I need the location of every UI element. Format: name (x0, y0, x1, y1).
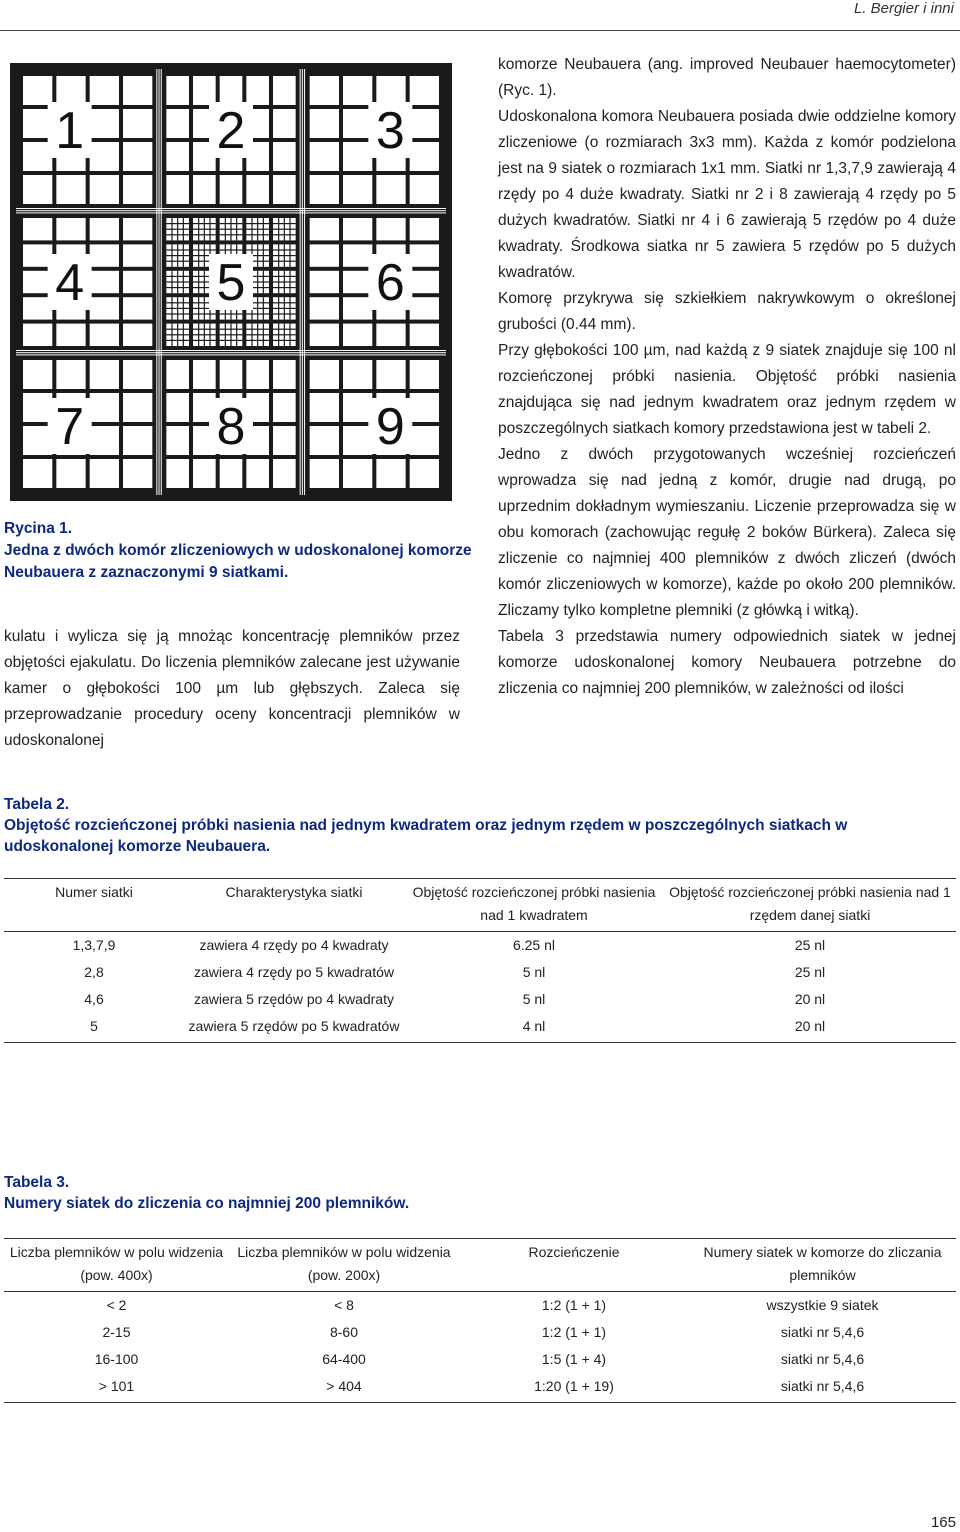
grid-square (273, 459, 296, 488)
grid-square (90, 360, 119, 389)
fine-ruling-line (230, 324, 231, 346)
grid-square (410, 271, 439, 293)
right-paragraph-4: Przy głębokości 100 µm, nad każdą z 9 siatek znajduje się 100 nl rozcieńczonej próbki nasienia. Objętość próbki nasienia znajdująca się nad jednym kwadratem oraz jednym rzędem w poszczególnych siatkach komory przedstawiona jest w tabeli 2. (498, 342, 956, 437)
triple-line (159, 354, 302, 355)
triple-line (16, 352, 159, 353)
table-cell: siatki nr 5,4,6 (780, 1378, 865, 1394)
fine-ruling-line (177, 324, 178, 346)
fine-ruling-line (193, 340, 216, 341)
triple-line (303, 210, 446, 211)
table3-title: Numery siatek do zliczenia co najmniej 200 plemników. (4, 1195, 410, 1212)
grid-square (273, 426, 296, 455)
table-cell: 8-60 (329, 1324, 359, 1340)
triple-line (300, 69, 301, 211)
grid-square (56, 360, 85, 389)
grid-square (410, 324, 439, 346)
grid-square (246, 360, 269, 389)
table2-header-row (4, 879, 956, 932)
grid-square (343, 426, 372, 455)
table-cell: 1:5 (1 + 4) (541, 1351, 607, 1367)
triple-line (161, 69, 162, 211)
grid-square (410, 426, 439, 455)
table-cell: 16-100 (94, 1351, 139, 1367)
figure-caption-title: Rycina 1. (4, 520, 73, 537)
fine-ruling-line (289, 297, 290, 319)
triple-line (159, 352, 302, 353)
table-row (4, 1375, 956, 1403)
grid-square (166, 426, 189, 455)
table-cell: < 2 (106, 1297, 127, 1313)
triple-line (304, 211, 305, 353)
fine-ruling-line (209, 324, 210, 346)
grid-square (23, 360, 52, 389)
fine-ruling-line (246, 313, 269, 314)
grid-square (310, 142, 339, 171)
fine-ruling-line (183, 218, 184, 240)
triple-line (159, 211, 160, 353)
table2-header-cell: Objętość rozcieńczonej próbki nasienia nad 1 rzędem danej siatki (669, 884, 951, 923)
grid-square (123, 109, 152, 138)
fine-ruling-line (236, 324, 237, 346)
grid-number-label: 3 (375, 102, 405, 160)
triple-line (304, 69, 305, 211)
triple-line (156, 353, 157, 495)
fine-ruling-line (220, 313, 243, 314)
triple-line (161, 353, 162, 495)
grid-square (410, 175, 439, 204)
triple-line (300, 353, 301, 495)
fine-ruling-line (263, 218, 264, 240)
left-column-text (4, 624, 460, 754)
table3-header-cell: Rozcieńczenie (528, 1244, 620, 1260)
grid-square (90, 76, 119, 105)
grid-square (246, 459, 269, 488)
table-row (4, 1321, 956, 1348)
fine-ruling-line (273, 287, 296, 288)
grid-square (310, 360, 339, 389)
grid-square (90, 218, 119, 240)
grid-square (410, 459, 439, 488)
fine-ruling-line (263, 244, 264, 266)
fine-ruling-line (273, 234, 296, 235)
triple-line (16, 354, 159, 355)
table-cell: zawiera 4 rzędy po 5 kwadratów (194, 964, 394, 980)
grid-square (166, 459, 189, 488)
grid-square (410, 360, 439, 389)
grid-square (123, 426, 152, 455)
grid-square (273, 109, 296, 138)
grid-square (310, 459, 339, 488)
table-cell: > 101 (98, 1378, 135, 1394)
grid-square (376, 459, 405, 488)
triple-line (159, 350, 302, 351)
grid-square (123, 175, 152, 204)
grid-square (343, 76, 372, 105)
grid-square (376, 360, 405, 389)
table-cell: 5 (90, 1018, 98, 1034)
grid-square (90, 324, 119, 346)
table2-label: Tabela 2. (4, 796, 70, 813)
fine-ruling-line (257, 297, 258, 319)
fine-ruling-line (166, 313, 189, 314)
triple-line (159, 353, 160, 495)
grid-number-label: 5 (216, 254, 246, 312)
grid-square (166, 142, 189, 171)
table3-header-row (4, 1239, 956, 1292)
table-cell: 1:20 (1 + 19) (534, 1378, 614, 1394)
grid-square (166, 109, 189, 138)
grid-square (273, 142, 296, 171)
grid-number-label: 2 (216, 102, 246, 160)
fine-ruling-line (289, 324, 290, 346)
grid-square (23, 76, 52, 105)
fine-ruling-line (273, 340, 296, 341)
figure-caption-text: Jedna z dwóch komór zliczeniowych w udoskonalonej komorze Neubauera z zaznaczonymi 9 siatkami. (4, 542, 472, 581)
grid-square (23, 324, 52, 346)
header-rule (0, 30, 960, 31)
fine-ruling-line (257, 244, 258, 266)
fine-ruling-line (183, 324, 184, 346)
table-cell: 20 nl (794, 1018, 826, 1034)
grid-square (123, 76, 152, 105)
fine-ruling-line (166, 234, 189, 235)
grid-square (410, 393, 439, 422)
triple-line (16, 212, 159, 213)
grid-square (123, 271, 152, 293)
triple-line (300, 211, 301, 353)
grid-square (123, 218, 152, 240)
fine-ruling-line (204, 297, 205, 319)
table2-caption (4, 794, 956, 857)
table3-header-cell: Liczba plemników w polu widzenia (pow. 200x) (237, 1244, 451, 1283)
grid-square (90, 426, 119, 455)
table-cell: 25 nl (794, 964, 826, 980)
neubauer-chamber-figure (10, 63, 452, 501)
triple-line (16, 350, 159, 351)
fine-ruling-line (289, 244, 290, 266)
triple-line (303, 350, 446, 351)
grid-square (90, 271, 119, 293)
fine-ruling-line (177, 271, 178, 293)
grid-square (273, 175, 296, 204)
grid-square (410, 244, 439, 266)
grid-square (56, 175, 85, 204)
grid-number-label: 6 (375, 254, 405, 312)
grid-square (220, 459, 243, 488)
grid-square (193, 459, 216, 488)
table-cell: > 404 (326, 1378, 362, 1394)
grid-square (166, 393, 189, 422)
grid-square (310, 297, 339, 319)
fine-ruling-line (177, 244, 178, 266)
triple-line (159, 69, 160, 211)
table2-header-cell: Numer siatki (55, 884, 133, 900)
grid-square (166, 360, 189, 389)
triple-line (303, 354, 446, 355)
table-row (4, 988, 956, 1015)
table-cell: siatki nr 5,4,6 (780, 1324, 865, 1340)
grid-square (123, 459, 152, 488)
grid-square (343, 324, 372, 346)
table-cell: zawiera 5 rzędów po 5 kwadratów (188, 1018, 400, 1034)
grid-square (90, 297, 119, 319)
fine-ruling-line (209, 218, 210, 240)
triple-line (156, 69, 157, 211)
grid-square (310, 271, 339, 293)
table-cell: 4 nl (522, 1018, 546, 1034)
grid-square (193, 360, 216, 389)
triple-line (16, 210, 159, 211)
fine-ruling-line (284, 244, 285, 266)
table-row (4, 932, 956, 962)
fine-ruling-line (193, 313, 216, 314)
grid-square (56, 218, 85, 240)
table-cell: 20 nl (794, 991, 826, 1007)
fine-ruling-line (177, 297, 178, 319)
grid-square (123, 393, 152, 422)
triple-line (302, 353, 303, 495)
grid-square (220, 175, 243, 204)
triple-line (303, 208, 446, 209)
table-cell: 2,8 (84, 964, 104, 980)
grid-square (123, 360, 152, 389)
grid-square (56, 324, 85, 346)
triple-line (304, 353, 305, 495)
right-paragraph-1: komorze Neubauera (ang. improved Neubauer haemocytometer) (Ryc. 1). (498, 56, 956, 99)
grid-square (90, 109, 119, 138)
table2-title: Objętość rozcieńczonej próbki nasienia nad jednym kwadratem oraz jednym rzędem w poszczególnych siatkach w udoskonalonej komorze Neubauera. (4, 817, 848, 855)
table-cell: wszystkie 9 siatek (766, 1297, 879, 1313)
grid-square (343, 109, 372, 138)
grid-square (23, 459, 52, 488)
fine-ruling-line (204, 244, 205, 266)
running-header-author: L. Bergier i inni (853, 0, 954, 17)
grid-square (123, 142, 152, 171)
fine-ruling-line (183, 271, 184, 293)
grid-square (310, 244, 339, 266)
grid-square (56, 76, 85, 105)
fine-ruling-line (220, 340, 243, 341)
page-number: 165 (930, 1514, 956, 1531)
fine-ruling-line (166, 261, 189, 262)
left-paragraph: kulatu i wylicza się ją mnożąc koncentrację plemników przez objętości ejakulatu. Do liczenia plemników zalecane jest używanie kamer o głębokości 100 µm lub głębszych. Zaleca się przeprowadzanie procedury oceny koncentracji plemników w udoskonalonej (4, 628, 460, 749)
grid-square (376, 324, 405, 346)
grid-number-label: 7 (55, 398, 85, 456)
grid-square (343, 218, 372, 240)
table-row (4, 1015, 956, 1043)
grid-square (56, 459, 85, 488)
right-paragraph-3: Komorę przykrywa się szkiełkiem nakrywkowym o określonej grubości (0.44 mm). (498, 290, 956, 333)
fine-ruling-line (204, 271, 205, 293)
grid-number-label: 8 (216, 398, 246, 456)
grid-square (376, 175, 405, 204)
grid-square (410, 297, 439, 319)
figure-caption (4, 518, 474, 584)
triple-line (159, 210, 302, 211)
grid-square (310, 393, 339, 422)
triple-line (161, 211, 162, 353)
fine-ruling-line (166, 340, 189, 341)
grid-square (343, 459, 372, 488)
table-cell: 5 nl (522, 991, 546, 1007)
fine-ruling-line (183, 297, 184, 319)
grid-square (410, 76, 439, 105)
grid-square (123, 324, 152, 346)
grid-number-label: 1 (55, 102, 85, 160)
grid-square (273, 393, 296, 422)
table-cell: 25 nl (794, 937, 826, 953)
right-paragraph-6: Tabela 3 przedstawia numery odpowiednich siatek w jednej komorze udoskonalonej komory Neubauera potrzebne do zliczenia co najmniej 200 plemników, w zależności od ilości (498, 628, 956, 697)
fine-ruling-line (204, 324, 205, 346)
grid-square (343, 271, 372, 293)
triple-line (303, 352, 446, 353)
grid-square (343, 393, 372, 422)
table-cell: 4,6 (84, 991, 104, 1007)
table-cell: 1:2 (1 + 1) (541, 1297, 607, 1313)
grid-square (90, 459, 119, 488)
table-cell: 5 nl (522, 964, 546, 980)
table2 (4, 878, 956, 1043)
grid-square (310, 218, 339, 240)
grid-square (410, 218, 439, 240)
fine-ruling-line (284, 271, 285, 293)
grid-square (90, 175, 119, 204)
table-cell: 2-15 (102, 1324, 131, 1340)
fine-ruling-line (273, 313, 296, 314)
fine-ruling-line (193, 234, 216, 235)
grid-number-label: 9 (375, 398, 405, 456)
right-paragraph-2: Udoskonalona komora Neubauera posiada dwie oddzielne komory zliczeniowe (o rozmiarach 3x3 mm). Każda z komór podzielona jest na 9 siatek o rozmiarach 1x1 mm. Siatki nr 1,3,7,9 zawierają 4 rzędy po 4 duże kwadraty. Siatki nr 2 i 8 zawierają 4 rzędy po 5 dużych kwadratów. Siatki nr 4 i 6 zawierają 5 rzędów po 4 duże kwadraty. Środkowa siatka nr 5 zawiera 5 rzędów po 5 dużych kwadratów. (498, 108, 956, 281)
grid-square (376, 76, 405, 105)
grid-square (90, 142, 119, 171)
table-cell: 1:2 (1 + 1) (541, 1324, 607, 1340)
fine-ruling-line (166, 287, 189, 288)
grid-square (23, 175, 52, 204)
grid-square (166, 175, 189, 204)
table3-label: Tabela 3. (4, 1174, 70, 1191)
grid-square (123, 244, 152, 266)
fine-ruling-line (263, 297, 264, 319)
triple-line (159, 212, 302, 213)
grid-square (166, 76, 189, 105)
fine-ruling-line (263, 324, 264, 346)
grid-square (343, 175, 372, 204)
table-row (4, 1348, 956, 1375)
fine-ruling-line (257, 271, 258, 293)
table3-caption (4, 1172, 956, 1214)
table-cell: siatki nr 5,4,6 (780, 1351, 865, 1367)
fine-ruling-line (230, 218, 231, 240)
fine-ruling-line (183, 244, 184, 266)
grid-square (23, 218, 52, 240)
grid-number-label: 4 (55, 254, 85, 312)
table2-header-cell: Objętość rozcieńczonej próbki nasienia nad 1 kwadratem (412, 884, 656, 923)
grid-square (90, 393, 119, 422)
grid-square (310, 76, 339, 105)
fine-ruling-line (246, 340, 269, 341)
grid-square (310, 324, 339, 346)
fine-ruling-line (289, 218, 290, 240)
grid-square (273, 76, 296, 105)
triple-line (16, 208, 159, 209)
table-row (4, 961, 956, 988)
fine-ruling-line (289, 271, 290, 293)
grid-square (193, 76, 216, 105)
grid-square (310, 426, 339, 455)
triple-line (302, 211, 303, 353)
grid-square (310, 109, 339, 138)
grid-square (220, 76, 243, 105)
triple-line (302, 69, 303, 211)
fine-ruling-line (257, 218, 258, 240)
table3-header-cell: Liczba plemników w polu widzenia (pow. 400x) (9, 1244, 224, 1283)
fine-ruling-line (284, 297, 285, 319)
table3-header-cell: Numery siatek w komorze do zliczania plemników (703, 1244, 942, 1283)
grid-square (123, 297, 152, 319)
grid-square (410, 109, 439, 138)
table-row (4, 1292, 956, 1322)
grid-square (220, 360, 243, 389)
grid-square (343, 244, 372, 266)
grid-square (410, 142, 439, 171)
table-cell: zawiera 4 rzędy po 4 kwadraty (199, 937, 389, 953)
triple-line (156, 211, 157, 353)
table3 (4, 1238, 956, 1403)
grid-square (310, 175, 339, 204)
table-cell: 6.25 nl (512, 937, 556, 953)
table2-header-cell: Charakterystyka siatki (225, 884, 363, 900)
grid-square (193, 175, 216, 204)
grid-square (376, 218, 405, 240)
fine-ruling-line (204, 218, 205, 240)
grid-square (246, 76, 269, 105)
table-cell: < 8 (334, 1297, 354, 1313)
grid-square (343, 360, 372, 389)
grid-square (90, 244, 119, 266)
fine-ruling-line (263, 271, 264, 293)
triple-line (159, 208, 302, 209)
grid-square (343, 297, 372, 319)
fine-ruling-line (284, 324, 285, 346)
right-paragraph-5: Jedno z dwóch przygotowanych wcześniej rozcieńczeń wprowadza się nad jedną z komór, drugie nad drugą, po uprzednim dokładnym wymieszaniu. Liczenie przeprowadza się w obu komorach (zachowując regułę 2 boków Bürkera). Zaleca się zliczenie co najmniej 400 plemników z dwóch zliczeń (dwóch komór zliczeniowych w komorze), każde po około 200 plemników. Zliczamy tylko kompletne plemniki (z główką i witką). (498, 446, 956, 619)
right-column-text (498, 52, 956, 702)
fine-ruling-line (257, 324, 258, 346)
triple-line (303, 212, 446, 213)
grid-square (273, 360, 296, 389)
table-cell: zawiera 5 rzędów po 4 kwadraty (194, 991, 394, 1007)
fine-ruling-line (177, 218, 178, 240)
fine-ruling-line (246, 234, 269, 235)
fine-ruling-line (220, 234, 243, 235)
fine-ruling-line (273, 261, 296, 262)
table-cell: 1,3,7,9 (72, 937, 116, 953)
fine-ruling-line (236, 218, 237, 240)
fine-ruling-line (284, 218, 285, 240)
grid-square (343, 142, 372, 171)
table-cell: 64-400 (322, 1351, 366, 1367)
grid-square (246, 175, 269, 204)
